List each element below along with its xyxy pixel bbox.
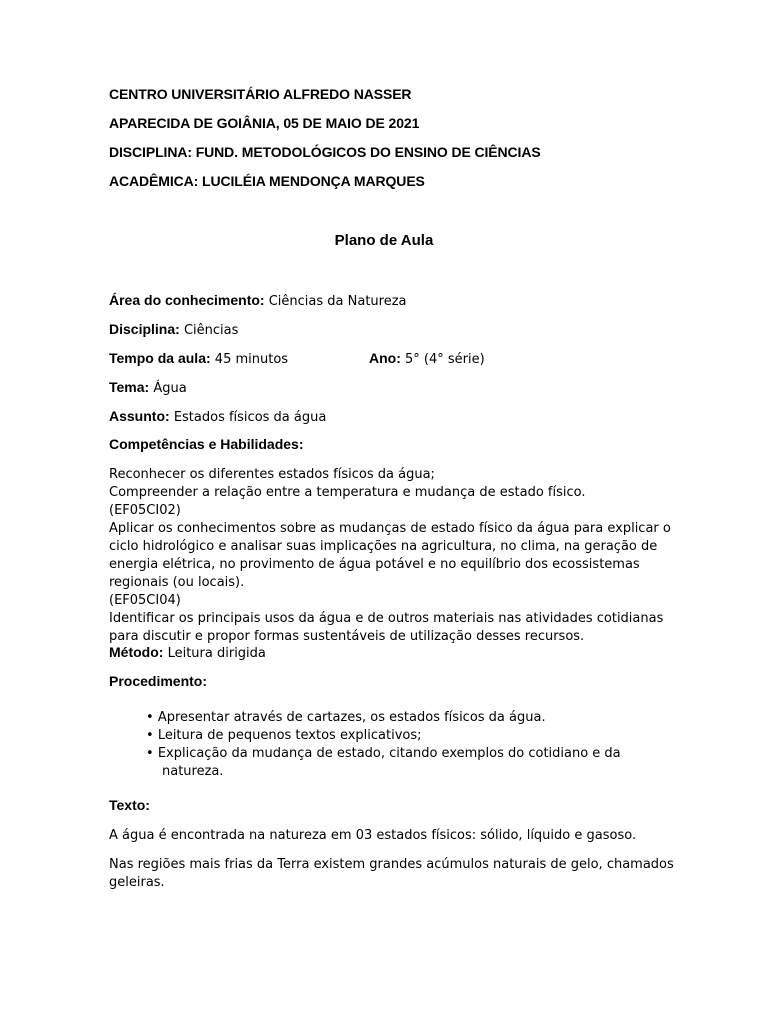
paragraph-line: Nas regiões mais frias da Terra existem grandes acúmulos naturais de gelo, chamados <box>109 857 674 872</box>
field-assunto-label: Assunto: <box>109 408 170 424</box>
field-assunto-value: Estados físicos da água <box>173 410 327 425</box>
list-item-text: Explicação da mudança de estado, citando exemplos do cotidiano e da <box>157 746 621 761</box>
list-item <box>146 745 646 781</box>
field-metodo-value: Leitura dirigida <box>167 646 266 661</box>
field-area-label: Área do conhecimento: <box>109 292 265 308</box>
competencias-line: (EF05CI02) <box>109 503 181 518</box>
competencias-line: Reconhecer os diferentes estados físicos da água; <box>109 467 435 482</box>
field-tema-label: Tema: <box>109 379 150 395</box>
field-ano-label: Ano: <box>369 350 401 366</box>
competencias-line: ciclo hidrológico e analisar suas implicações na agricultura, no clima, na geração de <box>109 539 658 554</box>
field-competencias-label: Competências e Habilidades: <box>109 436 304 452</box>
competencias-line: para discutir e propor formas sustentáveis de utilização desses recursos. <box>109 629 585 644</box>
header-discipline: DISCIPLINA: FUND. METODOLÓGICOS DO ENSINO DE CIÊNCIAS <box>109 144 541 160</box>
competencias-line: Identificar os principais usos da água e de outros materiais nas atividades cotidianas <box>109 611 664 626</box>
header-place-date: APARECIDA DE GOIÂNIA, 05 DE MAIO DE 2021 <box>109 115 420 131</box>
field-competencias <box>109 436 304 453</box>
bullet-icon: • <box>146 746 154 761</box>
field-disciplina-label: Disciplina: <box>109 321 180 337</box>
competencias-line: Aplicar os conhecimentos sobre as mudanças de estado físico da água para explicar o <box>109 521 671 536</box>
field-metodo <box>109 644 266 661</box>
field-disciplina <box>109 321 238 338</box>
field-area <box>109 292 407 309</box>
procedimento-list <box>146 709 646 781</box>
list-item <box>146 727 646 745</box>
paragraph-line: geleiras. <box>109 875 165 890</box>
paragraph-line: A água é encontrada na natureza em 03 estados físicos: sólido, líquido e gasoso. <box>109 828 637 843</box>
field-disciplina-value: Ciências <box>183 323 239 338</box>
list-item <box>146 709 646 727</box>
field-tempo-label: Tempo da aula: <box>109 350 211 366</box>
competencias-line: (EF05CI04) <box>109 593 181 608</box>
bullet-icon: • <box>146 710 154 725</box>
list-item-continuation: natureza. <box>162 764 224 779</box>
page-title: Plano de Aula <box>334 232 434 249</box>
field-ano-value: 5° (4° série) <box>405 352 485 367</box>
field-tema <box>109 379 187 396</box>
texto-paragraph-2 <box>109 856 674 892</box>
header-institution: CENTRO UNIVERSITÁRIO ALFREDO NASSER <box>109 86 412 102</box>
field-tempo <box>109 350 288 367</box>
field-ano <box>369 350 485 367</box>
field-procedimento <box>109 673 207 690</box>
field-procedimento-label: Procedimento: <box>109 673 208 689</box>
competencias-line: regionais (ou locais). <box>109 575 245 590</box>
field-tempo-value: 45 minutos <box>214 352 289 367</box>
field-metodo-label: Método: <box>109 644 164 660</box>
field-assunto <box>109 408 326 425</box>
field-texto <box>109 797 150 814</box>
competencias-line: energia elétrica, no provimento de água potável e no equilíbrio dos ecossistemas <box>109 557 640 572</box>
competencias-text <box>109 466 671 646</box>
field-texto-label: Texto: <box>109 797 150 813</box>
texto-paragraph-1 <box>109 827 654 845</box>
header-student: ACADÊMICA: LUCILÉIA MENDONÇA MARQUES <box>109 173 425 189</box>
field-tema-value: Água <box>153 381 187 396</box>
field-area-value: Ciências da Natureza <box>268 294 407 309</box>
competencias-line: Compreender a relação entre a temperatura e mudança de estado físico. <box>109 485 586 500</box>
bullet-icon: • <box>146 728 154 743</box>
list-item-text: Apresentar através de cartazes, os estados físicos da água. <box>157 710 546 725</box>
list-item-text: Leitura de pequenos textos explicativos; <box>157 728 422 743</box>
